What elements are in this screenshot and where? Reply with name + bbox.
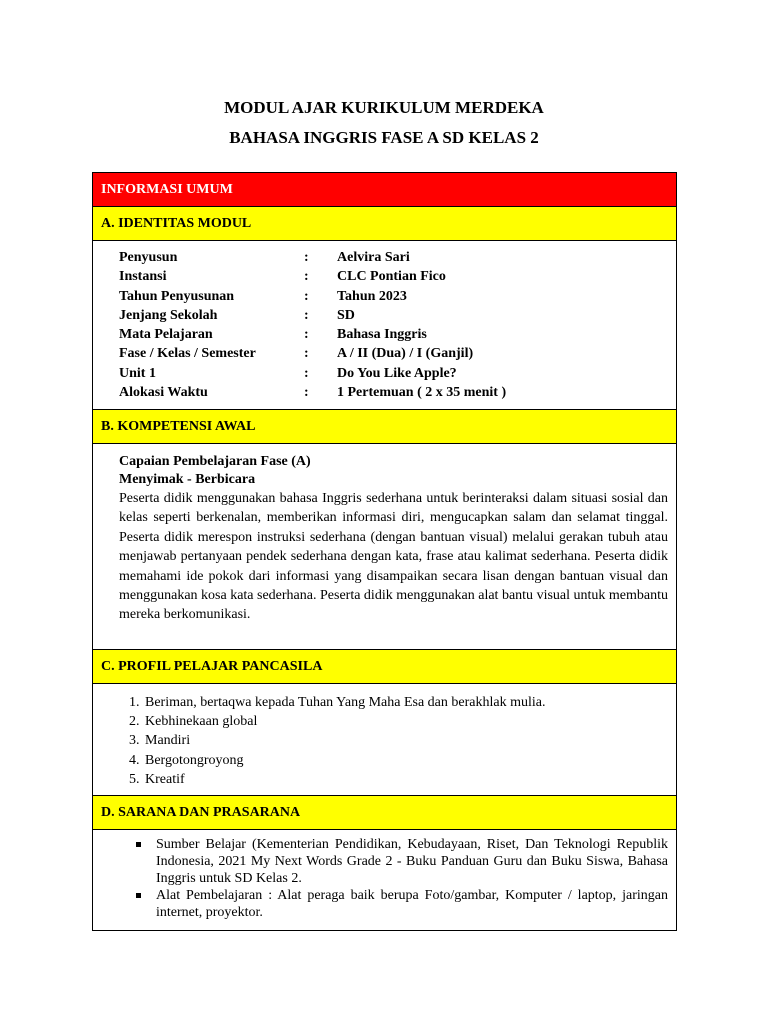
title-line-1: MODUL AJAR KURIKULUM MERDEKA: [224, 98, 544, 117]
identity-row: Unit 1 : Do You Like Apple?: [119, 365, 457, 381]
identity-row: Tahun Penyusunan : Tahun 2023: [119, 288, 407, 304]
profil-list: [119, 693, 668, 789]
profil-pelajar-section: [93, 684, 676, 796]
kompetensi-awal-section: [93, 444, 676, 650]
kompetensi-paragraph: Peserta didik menggunakan bahasa Inggris sederhana untuk berinteraksi dalam situasi sosial dan kelas seperti berkenalan, memberikan informasi diri, mengucapkan salam dan selamat tinggal. Peserta didik merespon instruksi sederhana (dengan bantuan visual) melalui gerakan tubuh atau menjawab pertanyaan pendek sederhana dengan kata, frase atau kalimat sederhana. Peserta didik memahami ide pokok dari informasi yang disampaikan secara lisan dengan bantuan visual dan menggunakan kosa kata sederhana. Peserta didik menggunakan alat bantu visual untuk membantu mereka berkomunikasi.: [119, 491, 668, 623]
module-table: [92, 172, 677, 931]
list-item: 3. Mandiri: [143, 731, 668, 750]
list-item: Alat Pembelajaran : Alat peraga baik berupa Foto/gambar, Komputer / laptop, jaringan internet, proyektor.: [146, 887, 668, 921]
identitas-modul-section: [93, 241, 676, 410]
list-item: 4. Bergotongroyong: [143, 751, 668, 770]
bullet-icon: [136, 842, 141, 847]
skill-subheading: Menyimak - Berbicara: [119, 472, 256, 487]
sarana-list: [124, 836, 668, 921]
identity-row: Jenjang Sekolah : SD: [119, 307, 355, 323]
capaian-heading: Capaian Pembelajaran Fase (A): [119, 454, 311, 469]
title-line-2: BAHASA INGGRIS FASE A SD KELAS 2: [229, 128, 539, 147]
list-item: 5. Kreatif: [143, 770, 668, 789]
identity-row: Penyusun : Aelvira Sari: [119, 250, 410, 265]
sarana-prasarana-section: [93, 830, 676, 930]
kompetensi-awal-header: B. KOMPETENSI AWAL: [93, 410, 676, 444]
list-item: Sumber Belajar (Kementerian Pendidikan, Kebudayaan, Riset, Dan Teknologi Republik Indonesia, 2021 My Next Words Grade 2 - Buku Panduan Guru dan Buku Siswa, Bahasa Inggris untuk SD Kelas 2.: [146, 836, 668, 887]
identity-row: Fase / Kelas / Semester : A / II (Dua) / I (Ganjil): [119, 346, 474, 362]
identity-row: Mata Pelajaran : Bahasa Inggris: [119, 327, 427, 343]
sarana-prasarana-header: D. SARANA DAN PRASARANA: [93, 796, 676, 830]
list-item: 2. Kebhinekaan global: [143, 712, 668, 731]
identity-row: Instansi : CLC Pontian Fico: [119, 269, 446, 285]
informasi-umum-header: INFORMASI UMUM: [93, 173, 676, 207]
bullet-icon: [136, 893, 141, 898]
identity-row: Alokasi Waktu : 1 Pertemuan ( 2 x 35 menit ): [119, 385, 507, 401]
document-title: [0, 93, 768, 153]
list-item: 1. Beriman, bertaqwa kepada Tuhan Yang Maha Esa dan berakhlak mulia.: [143, 693, 668, 712]
profil-pelajar-header: C. PROFIL PELAJAR PANCASILA: [93, 650, 676, 684]
identitas-modul-header: A. IDENTITAS MODUL: [93, 207, 676, 241]
